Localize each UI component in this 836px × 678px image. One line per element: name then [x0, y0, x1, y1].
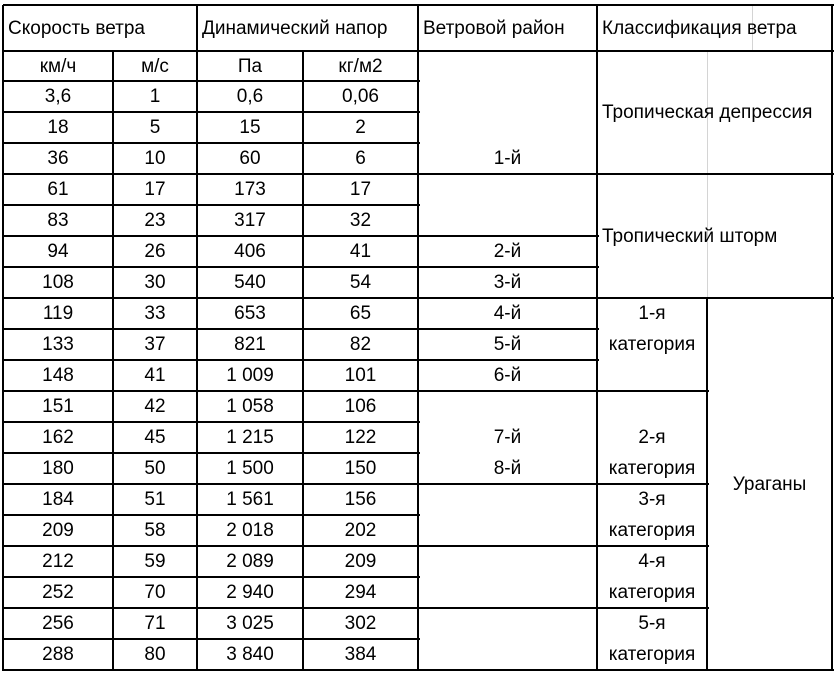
unit-label: кг/м2	[338, 55, 383, 77]
speed-ms-cell: 5	[149, 117, 161, 138]
pressure-pa-cell: 540	[234, 272, 266, 293]
pressure-kgm2-cell: 122	[344, 427, 377, 448]
header-class: Классификация ветра	[602, 17, 797, 39]
row-border	[3, 50, 834, 52]
category-3-word: категория	[608, 520, 696, 541]
row-border	[418, 266, 599, 268]
row-border	[418, 669, 599, 671]
row-border	[3, 514, 420, 516]
row-border	[3, 359, 420, 361]
row-border	[597, 297, 834, 299]
unit-label: км/ч	[39, 55, 77, 77]
speed-kmh-cell: 151	[42, 396, 74, 417]
speed-ms-cell: 80	[144, 644, 166, 665]
speed-kmh-cell: 180	[42, 458, 74, 479]
pressure-pa-cell: 1 561	[226, 489, 274, 510]
speed-kmh-cell: 94	[47, 241, 69, 262]
pressure-pa-cell: 1 009	[226, 365, 274, 386]
pressure-kgm2-cell: 302	[344, 613, 377, 634]
speed-ms-cell: 23	[144, 210, 166, 231]
unit-label: Па	[237, 55, 263, 77]
speed-ms-cell: 59	[144, 551, 166, 572]
speed-kmh-cell: 212	[42, 551, 74, 572]
pressure-kgm2-cell: 209	[344, 551, 377, 572]
pressure-kgm2-cell: 101	[344, 365, 377, 386]
speed-ms-cell: 71	[144, 613, 166, 634]
pressure-pa-cell: 653	[234, 303, 266, 324]
pressure-kgm2-cell: 106	[344, 396, 377, 417]
row-border	[3, 421, 420, 423]
pressure-kgm2-cell: 32	[349, 210, 372, 231]
wind-region-7: 7-й	[493, 427, 522, 448]
pressure-kgm2-cell: 41	[349, 241, 372, 262]
row-border	[418, 483, 599, 485]
category-3-number: 3-я	[638, 489, 666, 510]
speed-ms-cell: 33	[144, 303, 166, 324]
column-border	[2, 5, 4, 671]
wind-region-1: 1-й	[493, 148, 522, 169]
pressure-pa-cell: 406	[234, 241, 266, 262]
row-border	[3, 390, 420, 392]
row-border	[597, 545, 709, 547]
pressure-kgm2-cell: 2	[355, 117, 366, 138]
speed-kmh-cell: 184	[42, 489, 74, 510]
pressure-kgm2-cell: 17	[349, 179, 372, 200]
wind-region-5: 5-й	[493, 334, 522, 355]
pressure-kgm2-cell: 156	[344, 489, 377, 510]
pressure-pa-cell: 173	[234, 179, 266, 200]
row-border	[418, 297, 599, 299]
pressure-kgm2-cell: 202	[344, 520, 377, 541]
row-border	[3, 235, 420, 237]
row-border	[3, 266, 420, 268]
pressure-kgm2-cell: 150	[344, 458, 377, 479]
category-2-word: категория	[608, 458, 696, 479]
speed-kmh-cell: 148	[42, 365, 74, 386]
unit-label: м/с	[141, 55, 169, 77]
header-pressure: Динамический напор	[202, 17, 388, 39]
category-5-number: 5-я	[638, 613, 666, 634]
pressure-kgm2-cell: 54	[349, 272, 372, 293]
speed-kmh-cell: 83	[47, 210, 69, 231]
speed-ms-cell: 41	[144, 365, 166, 386]
row-border	[3, 328, 420, 330]
speed-kmh-cell: 256	[42, 613, 74, 634]
wind-region-6: 6-й	[493, 365, 522, 386]
pressure-pa-cell: 1 058	[226, 396, 274, 417]
row-border	[597, 483, 709, 485]
column-border	[196, 5, 198, 671]
speed-kmh-cell: 162	[42, 427, 74, 448]
column-border	[112, 51, 114, 671]
speed-ms-cell: 26	[144, 241, 166, 262]
speed-kmh-cell: 18	[47, 117, 69, 138]
column-border	[417, 5, 419, 671]
row-border	[3, 545, 420, 547]
row-border	[3, 173, 420, 175]
header-region: Ветровой район	[423, 17, 565, 39]
category-1-number: 1-я	[638, 303, 666, 324]
row-border	[597, 173, 834, 175]
category-4-word: категория	[608, 582, 696, 603]
speed-ms-cell: 51	[144, 489, 166, 510]
row-border	[418, 390, 599, 392]
wind-region-4: 4-й	[493, 303, 522, 324]
speed-kmh-cell: 133	[42, 334, 74, 355]
pressure-pa-cell: 2 940	[226, 582, 274, 603]
class-storm: Тропический шторм	[602, 225, 778, 247]
speed-ms-cell: 37	[144, 334, 166, 355]
speed-kmh-cell: 209	[42, 520, 74, 541]
speed-ms-cell: 10	[144, 148, 166, 169]
speed-ms-cell: 17	[144, 179, 166, 200]
row-border	[597, 607, 709, 609]
pressure-pa-cell: 15	[239, 117, 261, 138]
category-1-word: категория	[608, 334, 696, 355]
column-border	[831, 5, 833, 671]
pressure-pa-cell: 0,6	[236, 86, 264, 107]
row-border	[3, 297, 420, 299]
wind-region-2: 2-й	[493, 241, 522, 262]
row-border	[3, 452, 420, 454]
speed-ms-cell: 30	[144, 272, 166, 293]
pressure-pa-cell: 317	[234, 210, 266, 231]
row-border	[597, 390, 709, 392]
speed-ms-cell: 42	[144, 396, 166, 417]
speed-ms-cell: 70	[144, 582, 166, 603]
row-border	[418, 235, 599, 237]
row-border	[418, 545, 599, 547]
row-border	[3, 607, 420, 609]
pressure-pa-cell: 1 500	[226, 458, 274, 479]
speed-ms-cell: 58	[144, 520, 166, 541]
row-border	[3, 576, 420, 578]
pressure-pa-cell: 1 215	[226, 427, 274, 448]
row-border	[3, 638, 420, 640]
pressure-pa-cell: 3 025	[226, 613, 274, 634]
column-border	[302, 51, 304, 671]
row-border	[3, 111, 420, 113]
row-border	[3, 669, 420, 671]
speed-kmh-cell: 61	[47, 179, 69, 200]
pressure-kgm2-cell: 65	[349, 303, 372, 324]
speed-kmh-cell: 36	[47, 148, 69, 169]
pressure-pa-cell: 2 018	[226, 520, 274, 541]
column-border	[596, 5, 598, 671]
pressure-pa-cell: 821	[234, 334, 266, 355]
row-border	[3, 142, 420, 144]
wind-region-8: 8-й	[493, 458, 522, 479]
class-hurricanes: Ураганы	[732, 473, 807, 495]
speed-kmh-cell: 288	[42, 644, 74, 665]
row-border	[418, 328, 599, 330]
speed-kmh-cell: 108	[42, 272, 74, 293]
category-4-number: 4-я	[638, 551, 666, 572]
row-border	[418, 359, 599, 361]
header-speed: Скорость ветра	[8, 17, 145, 39]
category-2-number: 2-я	[638, 427, 666, 448]
pressure-kgm2-cell: 0,06	[342, 86, 379, 107]
speed-kmh-cell: 3,6	[44, 86, 72, 107]
class-depression: Тропическая депрессия	[602, 102, 813, 123]
row-border	[597, 669, 834, 671]
row-border	[418, 173, 599, 175]
speed-ms-cell: 45	[144, 427, 166, 448]
wind-region-3: 3-й	[493, 272, 522, 293]
row-border	[3, 80, 420, 82]
speed-kmh-cell: 119	[42, 303, 74, 324]
pressure-kgm2-cell: 82	[349, 334, 372, 355]
row-border	[418, 607, 599, 609]
speed-kmh-cell: 252	[42, 582, 74, 603]
speed-ms-cell: 1	[149, 86, 161, 107]
row-border	[3, 483, 420, 485]
pressure-pa-cell: 60	[239, 148, 261, 169]
pressure-pa-cell: 2 089	[226, 551, 274, 572]
pressure-kgm2-cell: 6	[355, 148, 366, 169]
row-border	[3, 4, 834, 6]
speed-ms-cell: 50	[144, 458, 166, 479]
pressure-kgm2-cell: 384	[344, 644, 377, 665]
row-border	[3, 204, 420, 206]
category-5-word: категория	[608, 644, 696, 665]
pressure-pa-cell: 3 840	[226, 644, 274, 665]
pressure-kgm2-cell: 294	[344, 582, 377, 603]
